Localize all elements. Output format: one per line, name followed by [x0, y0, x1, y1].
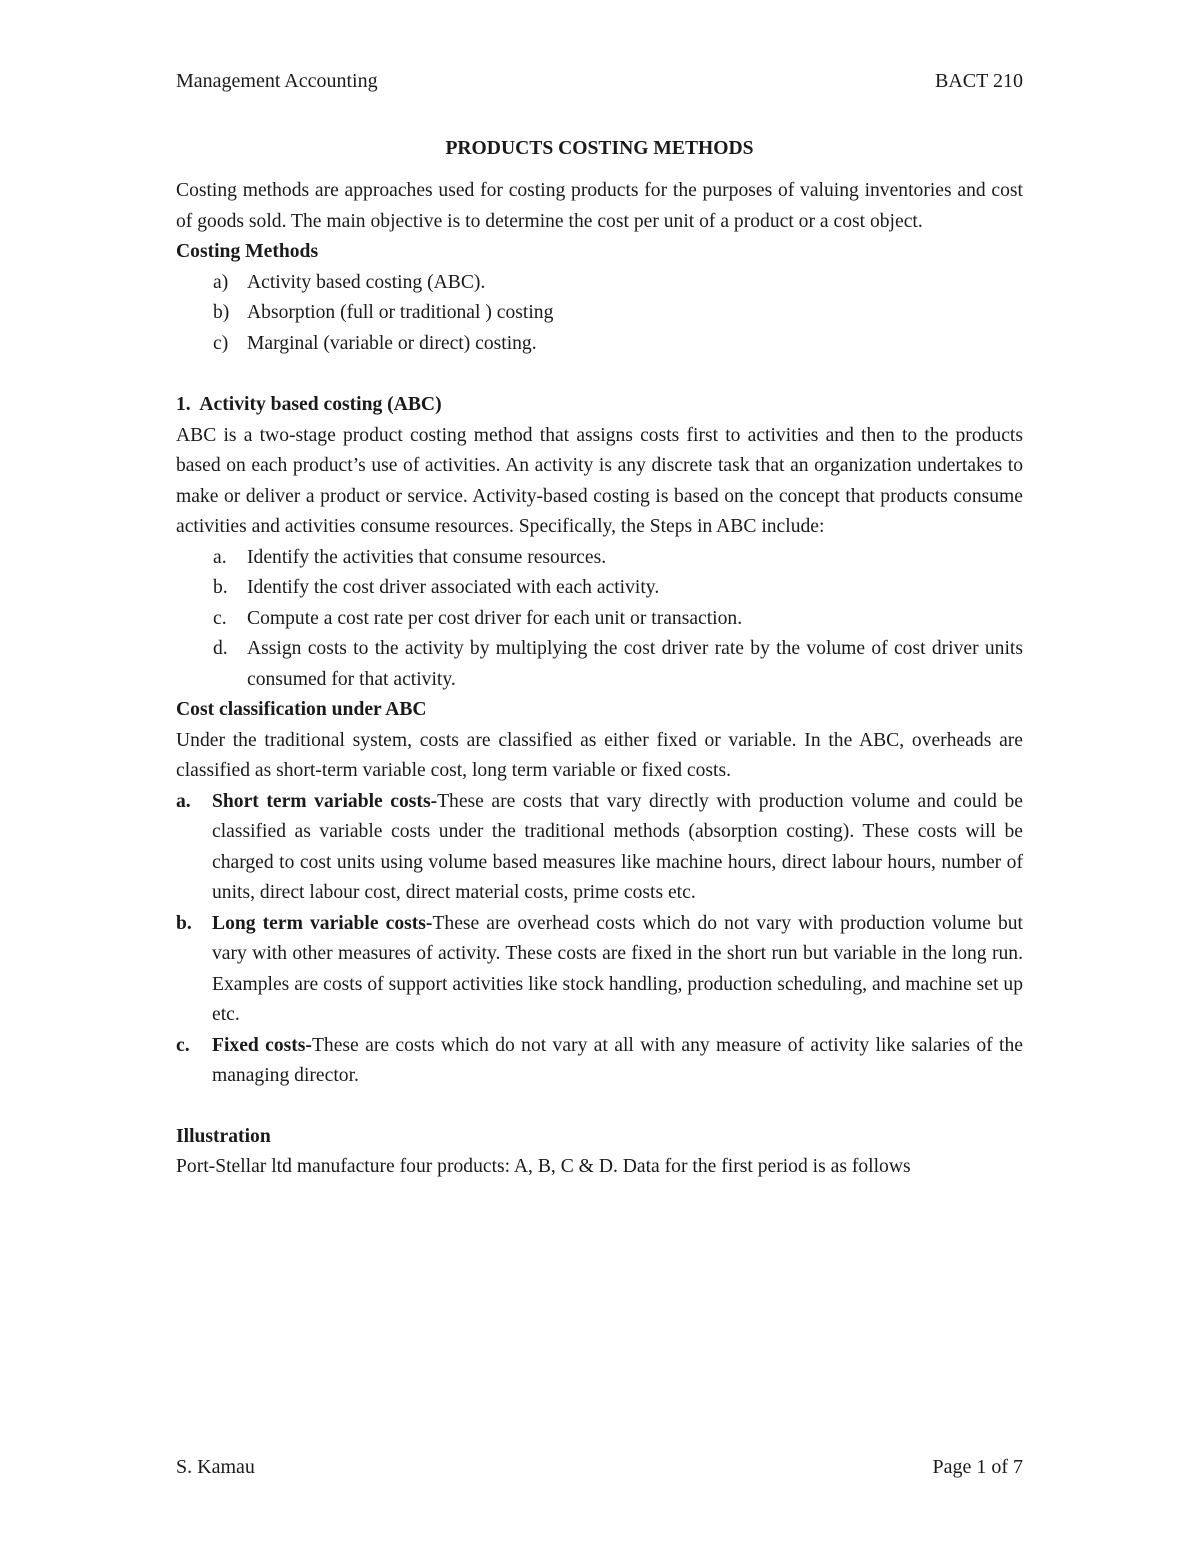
list-item: [176, 543, 1023, 574]
list-item: [176, 329, 1023, 360]
classification-heading: Cost classification under ABC: [176, 699, 427, 720]
list-item-text: Absorption (full or traditional ) costing: [247, 302, 554, 323]
list-item: [176, 787, 1023, 909]
footer-author: S. Kamau: [176, 1456, 255, 1478]
list-item-text: These are costs that vary directly with production volume and could be classified as variable costs under the traditional methods (absorption costing). These costs will be charged to cost units using volume based measures like machine hours, direct labour hours, number of units, direct labour cost, direct material costs, prime costs etc.: [212, 790, 1023, 903]
list-item-text: Activity based costing (ABC).: [247, 271, 486, 293]
costing-methods-heading: Costing Methods: [176, 241, 319, 262]
document-body: [176, 134, 1023, 1183]
list-item-text: These are costs which do not vary at all with any measure of activity like salaries of the managing director.: [212, 1034, 1023, 1086]
list-marker: c.: [176, 1034, 190, 1056]
page-header: [176, 70, 1023, 93]
classification-list: [176, 787, 1023, 1092]
list-item-text: Assign costs to the activity by multiplying the cost driver rate by the volume of cost driver units consumed for that activity.: [247, 638, 1023, 690]
spacer: [176, 359, 1023, 390]
list-item: [176, 604, 1023, 635]
list-item: [176, 268, 1023, 299]
list-item-term: Fixed costs-: [212, 1034, 312, 1056]
header-course-code: BACT 210: [935, 70, 1023, 92]
list-marker: b.: [213, 577, 228, 598]
list-item-text: Identify the activities that consume resources.: [247, 546, 607, 568]
list-marker: d.: [213, 638, 228, 659]
list-item: [176, 573, 1023, 604]
list-item-term: Long term variable costs-: [212, 912, 433, 934]
illustration-heading: Illustration: [176, 1125, 271, 1147]
list-item-text: These are overhead costs which do not vary with production volume but vary with other measures of activity. These costs are fixed in the short run but variable in the long run. Examples are costs of support activities like stock handling, production scheduling, and machine set up etc.: [212, 912, 1023, 1025]
list-marker: c): [213, 332, 229, 354]
list-item: [176, 909, 1023, 1031]
list-item: [176, 298, 1023, 329]
abc-steps-list: [176, 543, 1023, 696]
list-item-text: Identify the cost driver associated with each activity.: [247, 577, 660, 598]
spacer: [176, 1092, 1023, 1122]
list-item: [176, 634, 1023, 695]
list-item: [176, 1031, 1023, 1092]
page-footer: [176, 1456, 1023, 1479]
abc-heading: 1. Activity based costing (ABC): [176, 394, 442, 415]
list-marker: b.: [176, 912, 192, 934]
list-item-term: Short term variable costs-: [212, 790, 438, 812]
intro-paragraph: Costing methods are approaches used for costing products for the purposes of valuing inventories and cost of goods sold. The main objective is to determine the cost per unit of a product or a cost object.: [176, 180, 1023, 232]
list-item-text: Marginal (variable or direct) costing.: [247, 332, 537, 354]
list-marker: b): [213, 302, 230, 323]
document-title: PRODUCTS COSTING METHODS: [445, 138, 754, 159]
costing-methods-list: [176, 268, 1023, 360]
illustration-paragraph: Port-Stellar ltd manufacture four products: A, B, C & D. Data for the first period is as follows: [176, 1156, 911, 1177]
classification-paragraph: Under the traditional system, costs are classified as either fixed or variable. In the ABC, overheads are classified as short-term variable cost, long term variable or fixed costs.: [176, 729, 1023, 781]
footer-page-number: Page 1 of 7: [932, 1456, 1023, 1478]
list-marker: a.: [213, 546, 227, 568]
header-course-name: Management Accounting: [176, 70, 378, 92]
list-marker: a): [213, 271, 229, 293]
list-item-text: Compute a cost rate per cost driver for each unit or transaction.: [247, 607, 743, 629]
list-marker: c.: [213, 607, 227, 629]
abc-paragraph: ABC is a two-stage product costing method that assigns costs first to activities and then to the products based on each product’s use of activities. An activity is any discrete task that an organization undertakes to make or deliver a product or service. Activity-based costing is based on the concept that products consume activities and activities consume resources. Specifically, the Steps in ABC include:: [176, 424, 1023, 537]
list-marker: a.: [176, 790, 191, 812]
